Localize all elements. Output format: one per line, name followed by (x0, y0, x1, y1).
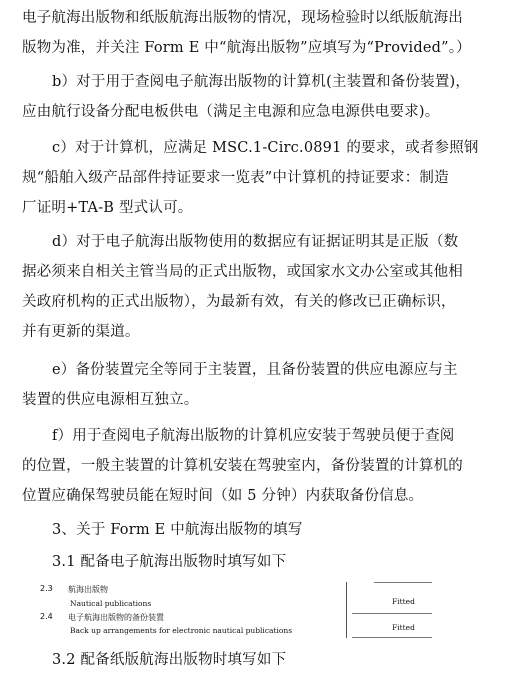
row-number: 2.3 (40, 584, 53, 593)
subsection-heading: 3.2 配备纸版航海出版物时填写如下 (52, 652, 287, 668)
table-divider (346, 582, 347, 638)
row-value: Fitted (392, 623, 415, 632)
paragraph-line: 并有更新的渠道。 (22, 324, 140, 340)
paragraph-line: 的位置，一般主装置的计算机安装在驾驶室内，备份装置的计算机的 (22, 458, 463, 474)
paragraph-line: 据必须来自相关主管当局的正式出版物，或国家水文办公室或其他相 (22, 264, 463, 280)
table-rule (352, 637, 432, 638)
row-value: Fitted (392, 597, 415, 606)
paragraph-line: d）对于电子航海出版物使用的数据应有证据证明其是正版（数 (52, 234, 459, 250)
section-heading: 3、关于 Form E 中航海出版物的填写 (52, 522, 303, 538)
row-label-zh: 电子航海出版物的备份装置 (68, 613, 164, 622)
row-number: 2.4 (40, 612, 53, 621)
paragraph-line: 厂证明+TA-B 型式认可。 (22, 200, 193, 216)
paragraph-line: e）备份装置完全等同于主装置，且备份装置的供应电源应与主 (52, 362, 458, 378)
paragraph-line: 规“船舶入级产品部件持证要求一览表”中计算机的持证要求：制造 (22, 170, 449, 186)
paragraph-line: f）用于查阅电子航海出版物的计算机应安装于驾驶员便于查阅 (52, 428, 455, 444)
table-rule (352, 613, 432, 614)
paragraph-line: b）对于用于查阅电子航海出版物的计算机(主装置和备份装置)， (52, 74, 471, 90)
paragraph-line: 电子航海出版物和纸版航海出版物的情况，现场检验时以纸版航海出 (22, 10, 463, 26)
paragraph-line: 关政府机构的正式出版物），为最新有效，有关的修改已正确标识， (22, 294, 456, 310)
subsection-heading: 3.1 配备电子航海出版物时填写如下 (52, 554, 287, 570)
paragraph-line: 应由航行设备分配电板供电（满足主电源和应急电源供电要求)。 (22, 104, 440, 120)
row-label-zh: 航海出版物 (68, 585, 108, 594)
paragraph-line: c）对于计算机，应满足 MSC.1-Circ.0891 的要求，或者参照钢 (52, 140, 479, 156)
row-label-en: Back up arrangements for electronic nautical publications (70, 626, 293, 635)
table-rule (374, 582, 432, 583)
paragraph-line: 版物为准，并关注 Form E 中“航海出版物”应填写为“Provided”。） (22, 40, 471, 56)
row-label-en: Nautical publications (70, 599, 152, 608)
paragraph-line: 位置应确保驾驶员能在短时间（如 5 分钟）内获取备份信息。 (22, 488, 424, 504)
paragraph-line: 装置的供应电源相互独立。 (22, 392, 199, 408)
